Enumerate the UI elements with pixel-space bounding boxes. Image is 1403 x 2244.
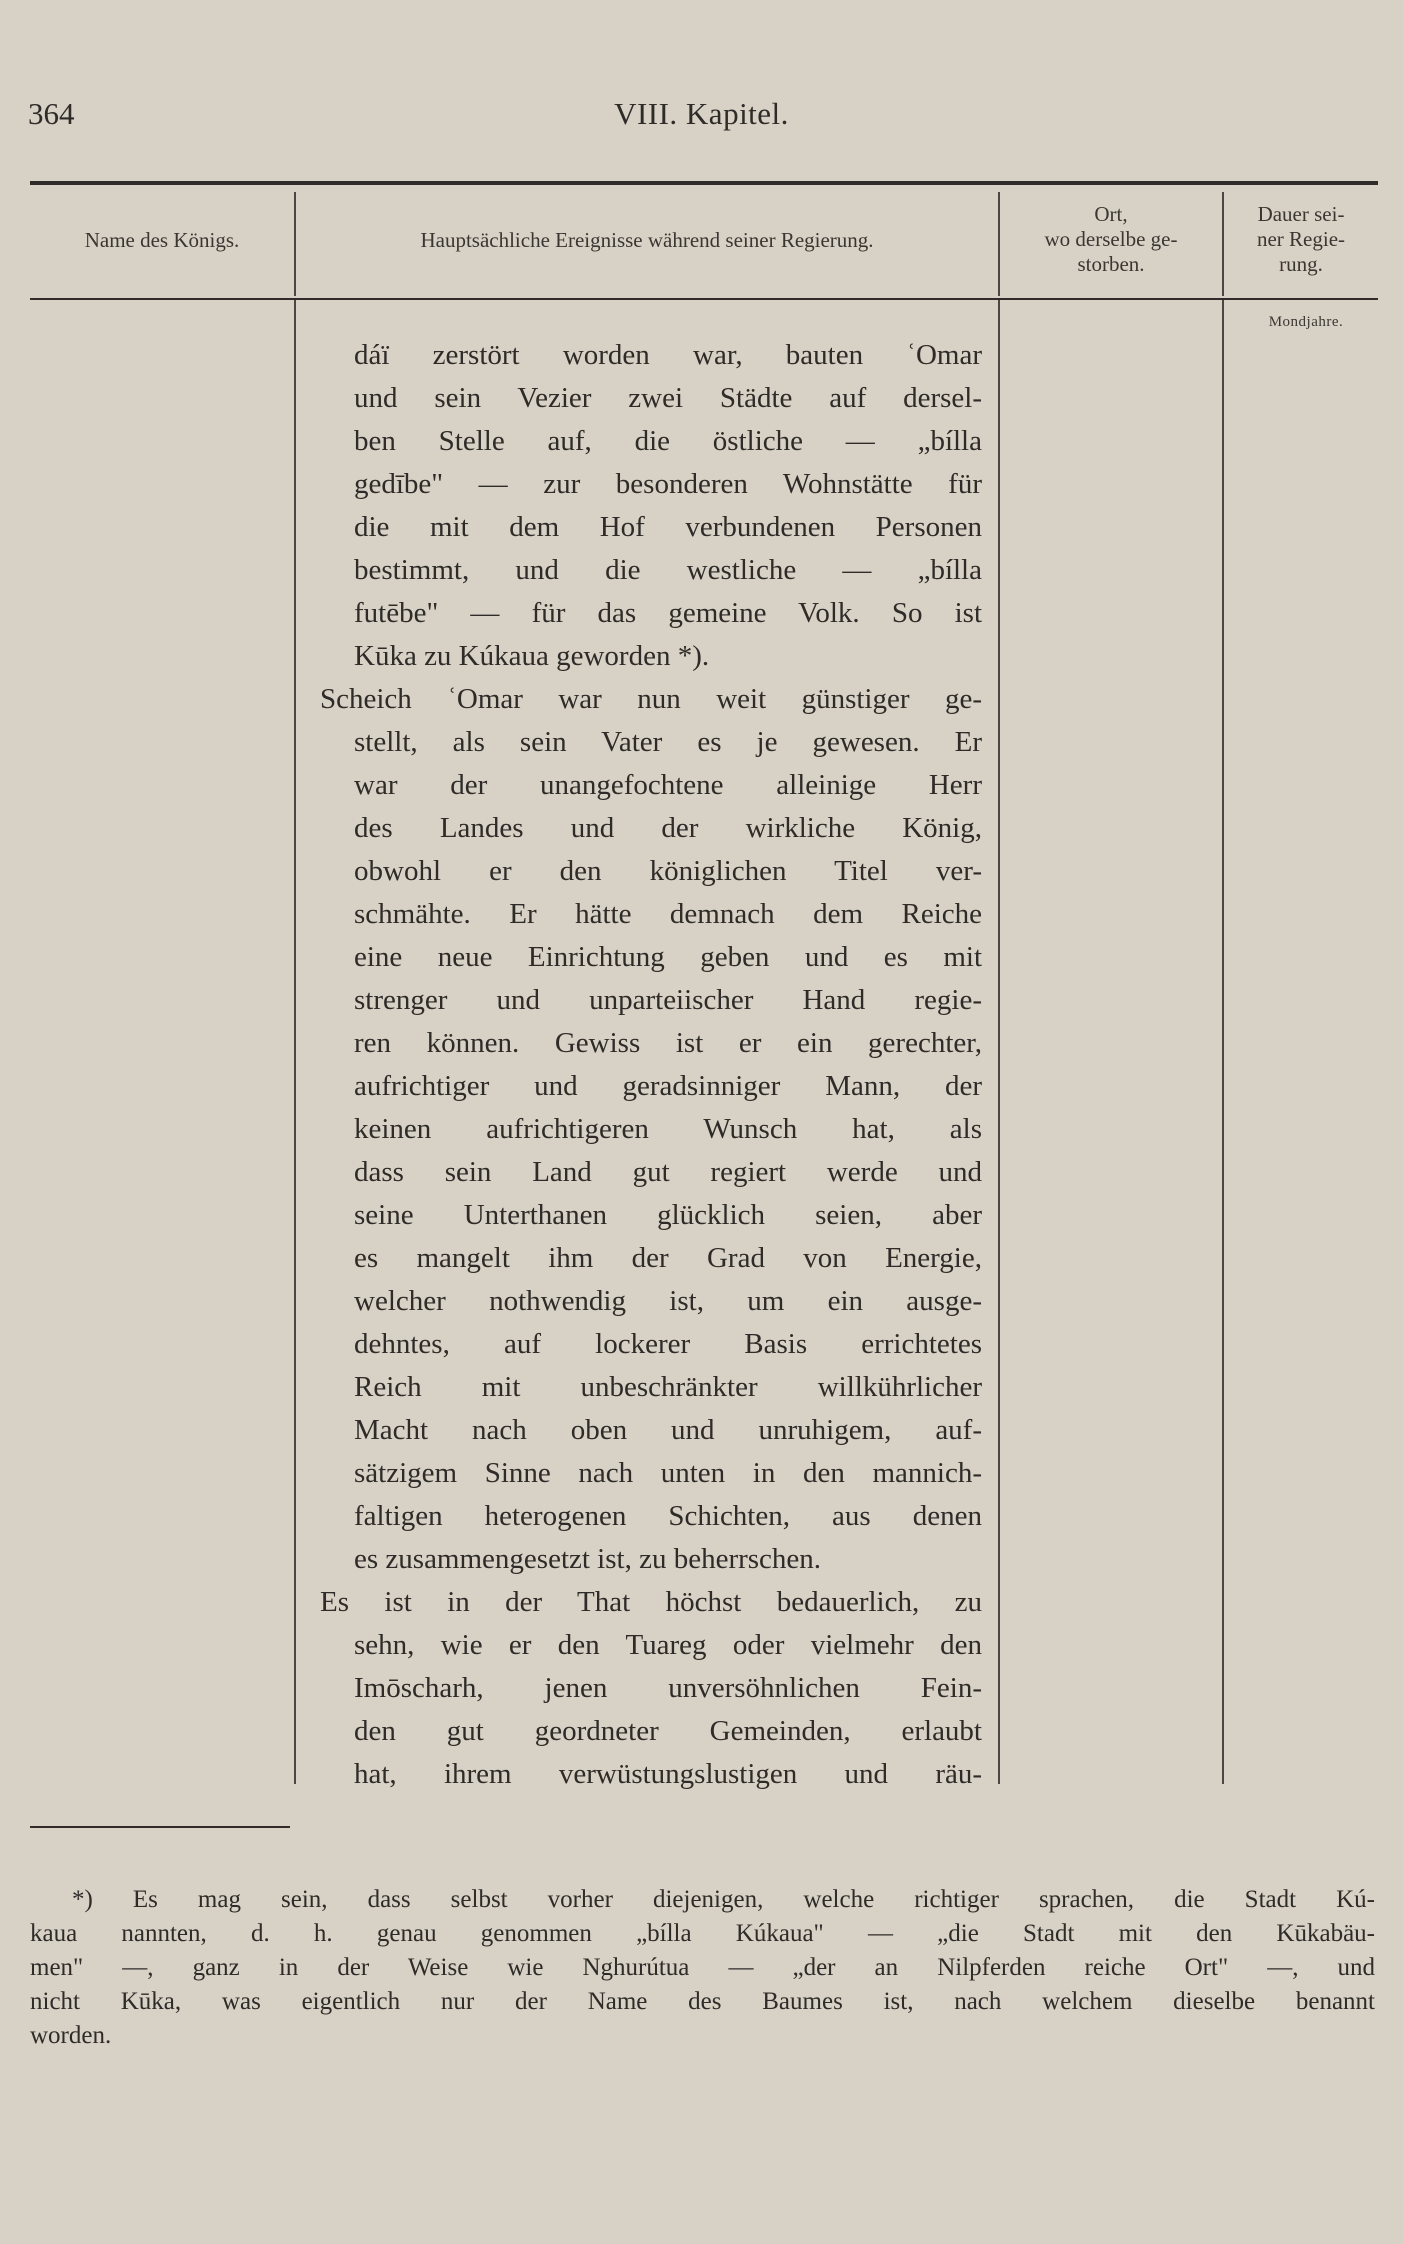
text-line: Kūka zu Kúkaua geworden *). [354, 640, 710, 672]
text-line: welcher nothwendig ist, um ein ausge- [354, 1285, 982, 1317]
running-head: VIII. Kapitel. [614, 96, 789, 131]
footnote-line: men" —, ganz in der Weise wie Nghurútua — „der an Nilpferden reiche Ort" —, und [30, 1954, 1375, 1981]
text-line: Imōscharh, jenen unversöhnlichen Fein- [354, 1672, 982, 1704]
text-line: Macht nach oben und unruhigem, auf- [354, 1414, 982, 1446]
text-line: die mit dem Hof verbundenen Personen [354, 511, 982, 543]
text-line: ren können. Gewiss ist er ein gerechter, [354, 1027, 982, 1059]
text-line: war der unangefochtene alleinige Herr [354, 769, 982, 801]
column-divider [998, 300, 1000, 1784]
text-line: es mangelt ihm der Grad von Energie, [354, 1242, 982, 1274]
column-header-place: Ort, wo derselbe ge- storben. [1044, 202, 1178, 276]
text-line: dáï zerstört worden war, bauten ʿOmar [354, 339, 982, 371]
text-line: Scheich ʿOmar war nun weit günstiger ge- [320, 683, 982, 715]
text-line: den gut geordneter Gemeinden, erlaubt [354, 1715, 982, 1747]
table-top-rule [30, 181, 1378, 185]
text-line: sätzigem Sinne nach unten in den mannich- [354, 1457, 982, 1489]
text-line: dass sein Land gut regiert werde und [354, 1156, 982, 1188]
footnote-separator [30, 1826, 290, 1828]
column-header-name: Name des Königs. [84, 228, 240, 252]
text-line: futēbe" — für das gemeine Volk. So ist [354, 597, 982, 629]
text-line: ben Stelle auf, die östliche — „bílla [354, 425, 982, 457]
text-line: Reich mit unbeschränkter willkührlicher [354, 1371, 982, 1403]
text-line: strenger und unparteiischer Hand regie- [354, 984, 982, 1016]
footnote-line: *) Es mag sein, dass selbst vorher diejenigen, welche richtiger sprachen, die Stadt Kú- [72, 1886, 1375, 1913]
text-line: dehntes, auf lockerer Basis errichtetes [354, 1328, 982, 1360]
text-line: obwohl er den königlichen Titel ver- [354, 855, 982, 887]
column-divider [1222, 300, 1224, 1784]
text-line: bestimmt, und die westliche — „bílla [354, 554, 982, 586]
text-line: sehn, wie er den Tuareg oder vielmehr den [354, 1629, 982, 1661]
text-line: seine Unterthanen glücklich seien, aber [354, 1199, 982, 1231]
text-line: Es ist in der That höchst bedauerlich, zu [320, 1586, 982, 1618]
text-line: gedībe" — zur besonderen Wohnstätte für [354, 468, 982, 500]
column-header-events: Hauptsächliche Ereignisse während seiner Regierung. [420, 228, 874, 252]
text-line: und sein Vezier zwei Städte auf dersel- [354, 382, 982, 414]
text-line: faltigen heterogenen Schichten, aus denen [354, 1500, 982, 1532]
table-header-rule [30, 298, 1378, 300]
text-line: keinen aufrichtigeren Wunsch hat, als [354, 1113, 982, 1145]
footnote-line: worden. [30, 2022, 112, 2049]
text-line: schmähte. Er hätte demnach dem Reiche [354, 898, 982, 930]
text-line: hat, ihrem verwüstungslustigen und räu- [354, 1758, 982, 1790]
column-header-duration: Dauer sei- ner Regie- rung. [1256, 202, 1346, 276]
text-line: es zusammengesetzt ist, zu beherrschen. [354, 1543, 822, 1575]
text-line: stellt, als sein Vater es je gewesen. Er [354, 726, 982, 758]
page-number: 364 [28, 96, 75, 131]
footnote-line: kaua nannten, d. h. genau genommen „bílla Kúkaua" — „die Stadt mit den Kūkabäu- [30, 1920, 1375, 1947]
text-line: des Landes und der wirkliche König, [354, 812, 982, 844]
column-divider [294, 300, 296, 1784]
text-line: aufrichtiger und geradsinniger Mann, der [354, 1070, 982, 1102]
footnote-line: nicht Kūka, was eigentlich nur der Name des Baumes ist, nach welchem dieselbe benannt [30, 1988, 1375, 2015]
text-line: eine neue Einrichtung geben und es mit [354, 941, 982, 973]
duration-unit-label: Mondjahre. [1268, 314, 1344, 330]
